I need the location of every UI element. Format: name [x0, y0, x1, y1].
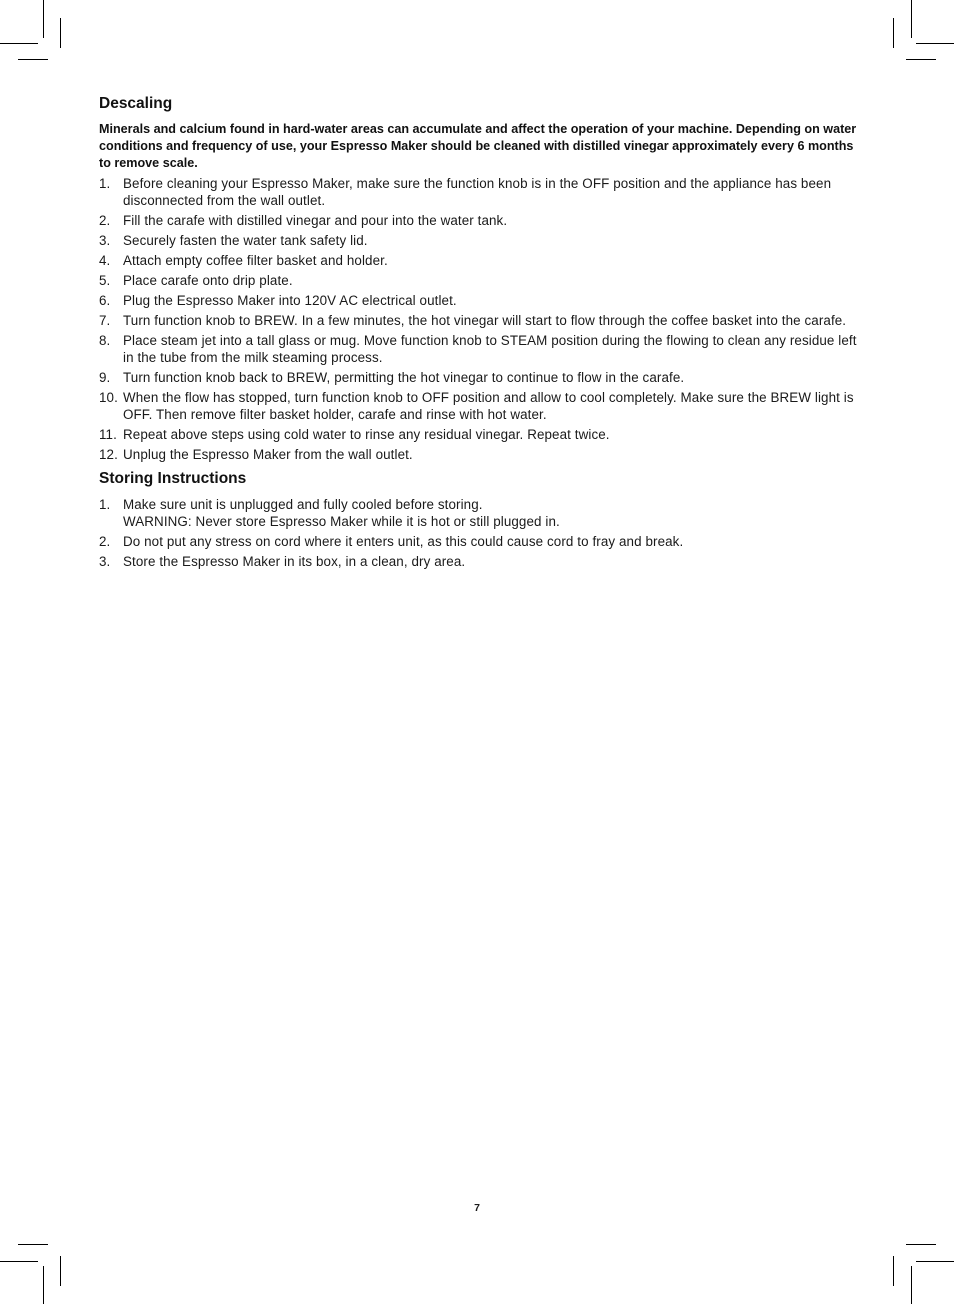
crop-mark	[906, 59, 936, 60]
crop-mark	[911, 0, 912, 38]
descaling-steps	[99, 175, 859, 463]
step-text: Unplug the Espresso Maker from the wall outlet.	[123, 447, 413, 462]
list-item	[99, 292, 859, 309]
warning-text: WARNING: Never store Espresso Maker while it is hot or still plugged in.	[123, 514, 560, 529]
step-text: Before cleaning your Espresso Maker, make sure the function knob is in the OFF position and the appliance has been disconnected from the wall outlet.	[123, 176, 832, 208]
crop-mark	[43, 1266, 44, 1304]
step-number: 11.	[99, 427, 117, 442]
step-text: Place steam jet into a tall glass or mug. Move function knob to STEAM position during the flowing to clean any residue left in the tube from the milk steaming process.	[123, 333, 857, 365]
list-item	[99, 332, 859, 366]
list-item	[99, 389, 859, 423]
crop-mark	[893, 18, 894, 48]
descaling-intro: Minerals and calcium found in hard-water areas can accumulate and affect the operation of your machine. Depending on water conditions and frequency of use, your Espresso Maker should be cleaned with distilled vinegar approximately every 6 months to remove scale.	[99, 122, 857, 170]
list-item	[99, 496, 859, 530]
crop-mark	[916, 1261, 954, 1262]
storing-heading: Storing Instructions	[99, 470, 247, 487]
step-text: When the flow has stopped, turn function knob to OFF position and allow to cool completely. Make sure the BREW light is OFF. Then remove filter basket holder, carafe and rinse with hot water.	[123, 390, 854, 422]
step-text: Turn function knob back to BREW, permitting the hot vinegar to continue to flow in the carafe.	[123, 370, 685, 385]
step-number: 7.	[99, 313, 111, 328]
crop-mark	[18, 59, 48, 60]
step-text: Do not put any stress on cord where it enters unit, as this could cause cord to fray and break.	[123, 534, 684, 549]
step-number: 5.	[99, 273, 111, 288]
step-number: 10.	[99, 390, 118, 405]
list-item	[99, 252, 859, 269]
step-text: Plug the Espresso Maker into 120V AC electrical outlet.	[123, 293, 457, 308]
step-number: 3.	[99, 554, 111, 569]
step-text: Attach empty coffee filter basket and holder.	[123, 253, 388, 268]
step-text: Store the Espresso Maker in its box, in a clean, dry area.	[123, 554, 466, 569]
crop-mark	[911, 1266, 912, 1304]
crop-mark	[43, 0, 44, 38]
page-number: 7	[474, 1202, 480, 1214]
step-text: Securely fasten the water tank safety lid.	[123, 233, 368, 248]
crop-mark	[60, 1256, 61, 1286]
crop-mark	[18, 1244, 48, 1245]
document-body	[99, 94, 859, 573]
storing-steps	[99, 496, 859, 570]
list-item	[99, 212, 859, 229]
list-item	[99, 175, 859, 209]
step-number: 8.	[99, 333, 111, 348]
crop-mark	[0, 43, 38, 44]
crop-mark	[60, 18, 61, 48]
step-number: 4.	[99, 253, 111, 268]
list-item	[99, 312, 859, 329]
step-number: 1.	[99, 497, 111, 512]
step-number: 6.	[99, 293, 111, 308]
step-number: 2.	[99, 213, 111, 228]
step-text: Place carafe onto drip plate.	[123, 273, 293, 288]
step-text: Make sure unit is unplugged and fully cooled before storing.	[123, 497, 483, 512]
descaling-section	[99, 94, 859, 463]
list-item	[99, 232, 859, 249]
list-item	[99, 553, 859, 570]
step-text: Repeat above steps using cold water to rinse any residual vinegar. Repeat twice.	[123, 427, 610, 442]
list-item	[99, 446, 859, 463]
list-item	[99, 426, 859, 443]
list-item	[99, 533, 859, 550]
list-item	[99, 369, 859, 386]
step-number: 2.	[99, 534, 111, 549]
crop-mark	[893, 1256, 894, 1286]
descaling-heading: Descaling	[99, 95, 173, 112]
step-number: 3.	[99, 233, 111, 248]
crop-mark	[0, 1261, 38, 1262]
storing-section	[99, 469, 859, 570]
step-text: Fill the carafe with distilled vinegar and pour into the water tank.	[123, 213, 508, 228]
crop-mark	[916, 43, 954, 44]
step-number: 9.	[99, 370, 111, 385]
step-number: 12.	[99, 447, 118, 462]
crop-mark	[906, 1244, 936, 1245]
list-item	[99, 272, 859, 289]
step-text: Turn function knob to BREW. In a few minutes, the hot vinegar will start to flow through the coffee basket into the carafe.	[123, 313, 847, 328]
step-number: 1.	[99, 176, 111, 191]
